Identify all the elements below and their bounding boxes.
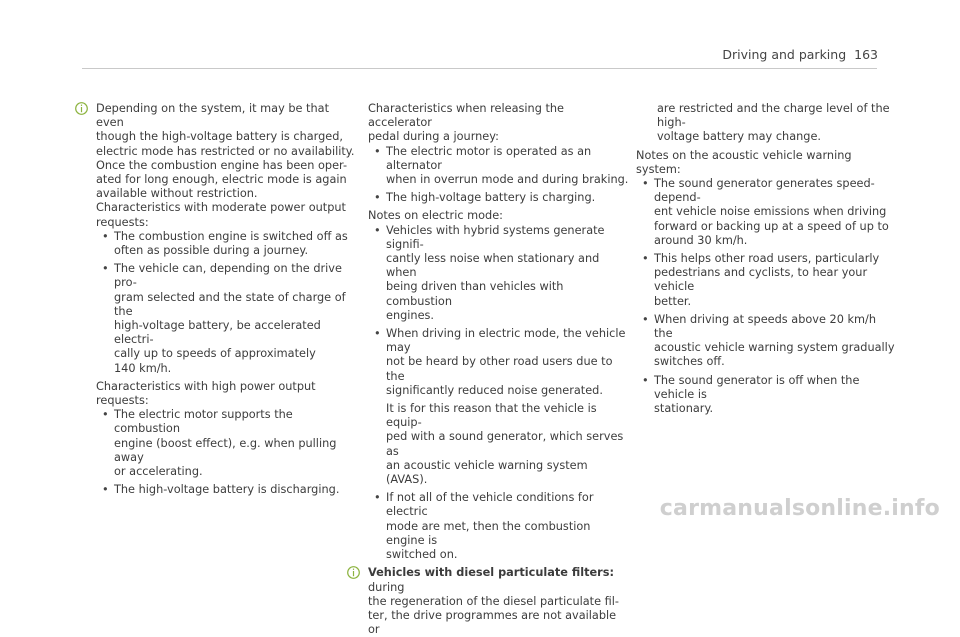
high-output-heading: Characteristics with high power output requests: <box>96 379 316 408</box>
diesel-filter-note <box>347 566 630 637</box>
page-header <box>722 47 878 62</box>
diesel-note-continuation: are restricted and the charge level of the high- voltage battery may change. <box>657 102 890 144</box>
moderate-output-list <box>96 230 358 376</box>
info-icon <box>75 102 88 115</box>
list-item: • The electric motor supports the combustion engine (boost effect), e.g. when pulling away or accelerating. <box>96 408 358 479</box>
electric-mode-heading: Notes on electric mode: <box>368 209 503 223</box>
release-accelerator-list <box>368 145 630 206</box>
electric-mode-list <box>368 224 630 398</box>
list-item: • If not all of the vehicle conditions for electric mode are met, then the combustion engine is switched on. <box>368 491 630 562</box>
list-item: • The electric motor is operated as an alternator when in overrun mode and during braking. <box>368 145 630 188</box>
diesel-note-body: the regeneration of the diesel particulate fil- ter, the drive programmes are not available or <box>368 594 619 637</box>
column-2 <box>368 102 630 637</box>
list-item: • The high-voltage battery is discharging. <box>96 483 358 497</box>
availability-note-text: Depending on the system, it may be that even though the high-voltage battery is charged, electric mode has restricted or no availability. Once the combustion engine has been oper- ated for long enough, electric mode is again available without restriction. <box>96 102 355 201</box>
list-item: • The sound generator generates speed-depend- ent vehicle noise emissions when driving forward or backing up at a speed of up to around 30 km/h. <box>636 177 898 248</box>
list-item: • The sound generator is off when the vehicle is stationary. <box>636 374 898 417</box>
list-item: • This helps other road users, particularly pedestrians and cyclists, to hear your vehicle better. <box>636 252 898 309</box>
info-icon <box>347 566 360 579</box>
header-divider <box>82 68 877 69</box>
list-item: • When driving in electric mode, the vehicle may not be heard by other road users due to the significantly reduced noise generated. <box>368 327 630 398</box>
combustion-list <box>368 491 630 562</box>
page-number: 163 <box>854 47 878 62</box>
diesel-filter-note-text <box>368 566 630 637</box>
diesel-note-label: Vehicles with diesel particulate filters: <box>368 566 614 580</box>
list-item: • The vehicle can, depending on the drive pro- gram selected and the state of charge of the high-voltage battery, be accelerated electri- cally up to speeds of approximately 140 km/h. <box>96 262 358 376</box>
column-3 <box>636 102 898 420</box>
list-item: • When driving at speeds above 20 km/h the acoustic vehicle warning system gradually switches off. <box>636 313 898 370</box>
availability-note <box>75 102 358 201</box>
column-1 <box>96 102 358 501</box>
acoustic-warning-heading: Notes on the acoustic vehicle warning system: <box>636 148 852 176</box>
list-item: • The combustion engine is switched off as often as possible during a journey. <box>96 230 358 258</box>
watermark: carmanualsonline.info <box>659 496 940 521</box>
moderate-output-heading: Characteristics with moderate power output requests: <box>96 201 346 229</box>
high-output-list <box>96 408 358 497</box>
list-item: • Vehicles with hybrid systems generate signifi- cantly less noise when stationary and when being driven than vehicles with combustion engines. <box>368 224 630 323</box>
section-title: Driving and parking <box>722 47 847 62</box>
diesel-note-lead: during <box>368 580 405 594</box>
avas-explanation: It is for this reason that the vehicle is equip- ped with a sound generator, which serves as an acoustic vehicle warning system (AVAS). <box>386 402 624 487</box>
acoustic-warning-list <box>636 177 898 416</box>
list-item: • The high-voltage battery is charging. <box>368 191 630 205</box>
release-accelerator-heading: Characteristics when releasing the accelerator pedal during a journey: <box>368 102 564 144</box>
